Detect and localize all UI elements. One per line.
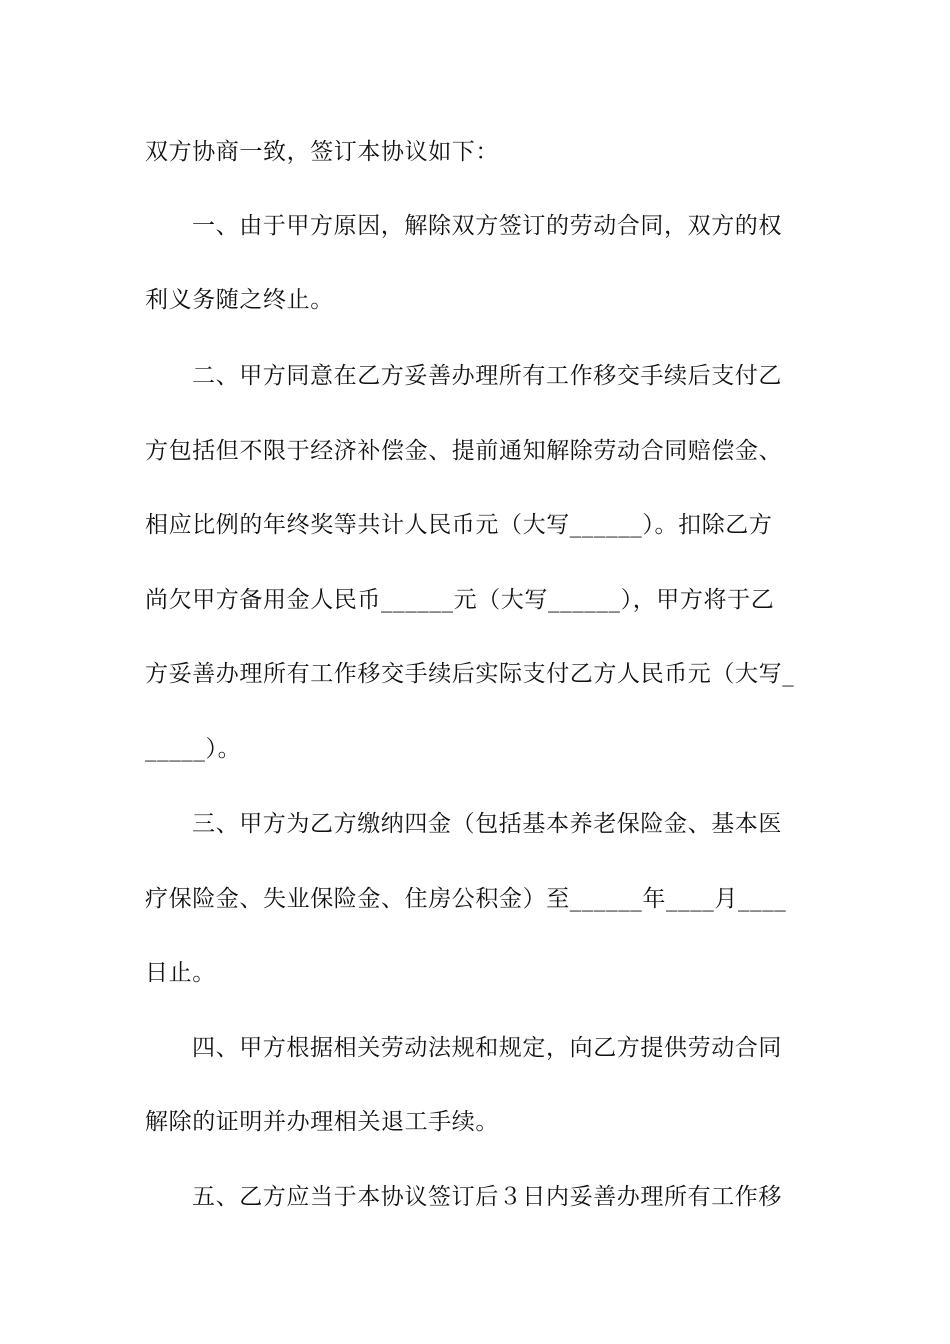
text-line: 疗保险金、失业保险金、住房公积金）至______年____月____ [145, 886, 787, 912]
text-line: 利义务随之终止。 [145, 287, 334, 313]
text-line: 日止。 [145, 960, 216, 986]
text-line: 相应比例的年终奖等共计人民币元（大写______）。扣除乙方 [145, 512, 773, 538]
text-line: 双方协商一致，签订本协议如下： [145, 139, 499, 165]
text-line: 三、甲方为乙方缴纳四金（包括基本养老保险金、基本医 [192, 811, 782, 837]
text-line: 尚欠甲方备用金人民币______元（大写______），甲方将于乙 [145, 587, 775, 613]
text-line: 一、由于甲方原因，解除双方签订的劳动合同，双方的权 [192, 213, 782, 239]
text-line: 四、甲方根据相关劳动法规和规定，向乙方提供劳动合同 [192, 1035, 782, 1061]
text-line: 二、甲方同意在乙方妥善办理所有工作移交手续后支付乙 [192, 363, 782, 389]
text-line: 解除的证明并办理相关退工手续。 [145, 1109, 499, 1135]
text-line: _____）。 [145, 736, 242, 762]
text-line: 方包括但不限于经济补偿金、提前通知解除劳动合同赔偿金、 [145, 438, 783, 464]
text-line: 方妥善办理所有工作移交手续后实际支付乙方人民币元（大写_ [145, 661, 795, 687]
text-line: 五、乙方应当于本协议签订后３日内妥善办理所有工作移 [192, 1184, 782, 1210]
